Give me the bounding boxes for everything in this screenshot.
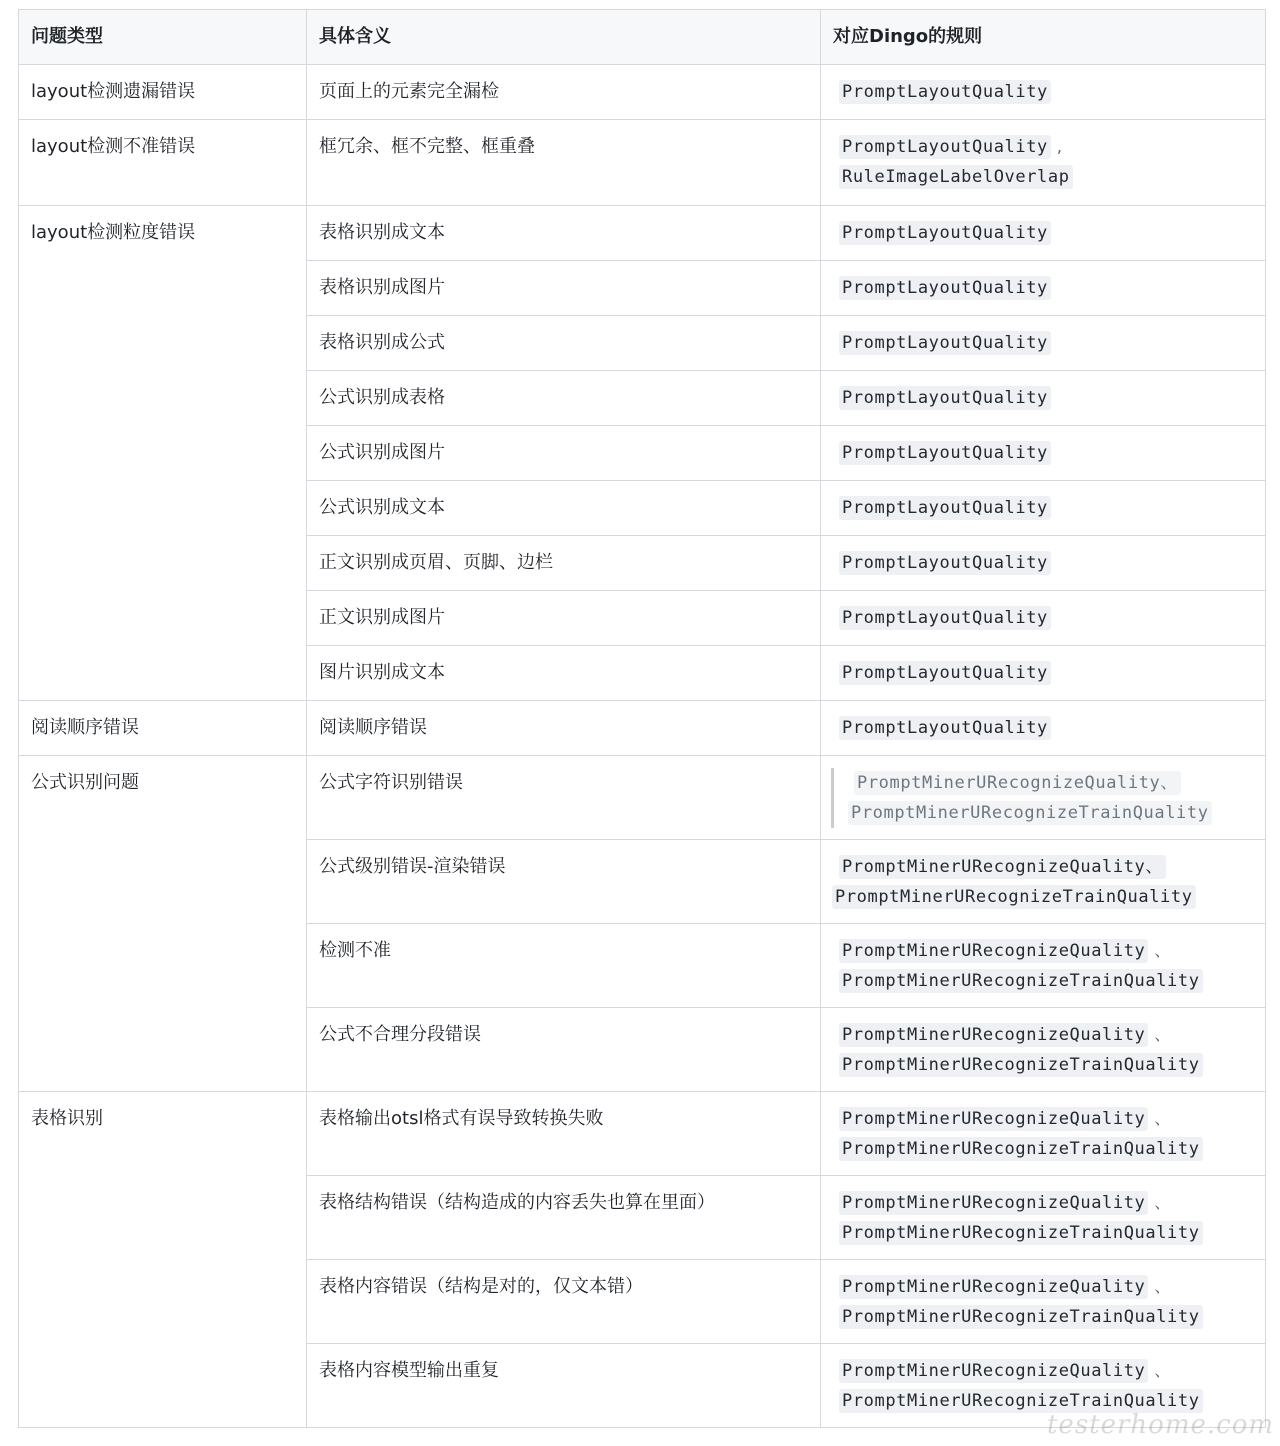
- rule-line: [833, 1104, 1253, 1134]
- cell-meaning: 表格识别成图片: [307, 261, 821, 316]
- rule-line: [833, 1050, 1253, 1080]
- cell-meaning: 表格输出otsl格式有误导致转换失败: [307, 1092, 821, 1176]
- table-row: [19, 1092, 1266, 1176]
- rule-line: [833, 218, 1253, 248]
- rule-line: [833, 713, 1253, 743]
- rule-line: [833, 1302, 1253, 1332]
- cell-dingo-rules: [821, 701, 1266, 756]
- cell-meaning: 表格内容模型输出重复: [307, 1344, 821, 1428]
- rule-code: PromptLayoutQuality: [839, 496, 1051, 520]
- rule-code: PromptMinerURecognizeTrainQuality: [839, 1137, 1203, 1161]
- rule-line: [833, 1386, 1253, 1416]
- cell-meaning: 阅读顺序错误: [307, 701, 821, 756]
- cell-dingo-rules: [821, 316, 1266, 371]
- rule-line: [833, 77, 1253, 107]
- cell-dingo-rules: [821, 536, 1266, 591]
- cell-dingo-rules: [821, 840, 1266, 924]
- cell-meaning: 检测不准: [307, 924, 821, 1008]
- rule-quote: [831, 768, 1253, 828]
- rule-line: [833, 548, 1253, 578]
- rule-line: [833, 383, 1253, 413]
- cell-dingo-rules: [821, 756, 1266, 840]
- rule-line: [833, 852, 1253, 882]
- rule-code: PromptMinerURecognizeQuality: [839, 939, 1148, 963]
- rule-code: PromptMinerURecognizeQuality: [839, 1359, 1148, 1383]
- rule-code: PromptMinerURecognizeTrainQuality: [832, 885, 1196, 909]
- rule-line: [833, 162, 1253, 192]
- rule-code: PromptMinerURecognizeTrainQuality: [839, 1053, 1203, 1077]
- rule-line: [833, 328, 1253, 358]
- rule-line: [848, 768, 1253, 798]
- cell-meaning: 公式字符识别错误: [307, 756, 821, 840]
- cell-meaning: 公式识别成文本: [307, 481, 821, 536]
- table-row: [19, 701, 1266, 756]
- rule-code: PromptLayoutQuality: [839, 276, 1051, 300]
- rule-code: PromptMinerURecognizeTrainQuality: [839, 1389, 1203, 1413]
- header-meaning: 具体含义: [307, 10, 821, 65]
- rule-line: [833, 966, 1253, 996]
- cell-meaning: 框冗余、框不完整、框重叠: [307, 120, 821, 206]
- rule-code: PromptMinerURecognizeTrainQuality: [848, 801, 1212, 825]
- rule-line: [833, 936, 1253, 966]
- rule-code: PromptMinerURecognizeQuality、: [854, 771, 1181, 795]
- rule-code: PromptMinerURecognizeTrainQuality: [839, 1305, 1203, 1329]
- rule-code: PromptLayoutQuality: [839, 386, 1051, 410]
- rules-table: [18, 9, 1266, 1428]
- cell-dingo-rules: [821, 120, 1266, 206]
- cell-meaning: 表格结构错误（结构造成的内容丢失也算在里面）: [307, 1176, 821, 1260]
- table-header-row: [19, 10, 1266, 65]
- header-issue-type: 问题类型: [19, 10, 307, 65]
- rule-line: [832, 882, 1253, 912]
- table-body: [19, 65, 1266, 1428]
- cell-issue-type: layout检测粒度错误: [19, 206, 307, 701]
- cell-dingo-rules: [821, 1176, 1266, 1260]
- cell-dingo-rules: [821, 261, 1266, 316]
- rule-code: PromptMinerURecognizeQuality: [839, 1275, 1148, 1299]
- rule-line: [833, 1218, 1253, 1248]
- rule-separator: 、: [1154, 1193, 1171, 1212]
- rule-line: [833, 603, 1253, 633]
- cell-dingo-rules: [821, 924, 1266, 1008]
- rule-line: [833, 438, 1253, 468]
- rule-code: PromptLayoutQuality: [839, 135, 1051, 159]
- cell-dingo-rules: [821, 426, 1266, 481]
- rule-line: [833, 132, 1253, 162]
- rule-line: [833, 1188, 1253, 1218]
- rule-separator: 、: [1154, 941, 1171, 960]
- rule-code: PromptMinerURecognizeQuality: [839, 1107, 1148, 1131]
- cell-dingo-rules: [821, 1260, 1266, 1344]
- cell-issue-type: layout检测遗漏错误: [19, 65, 307, 120]
- rule-line: [833, 1020, 1253, 1050]
- rule-code: PromptMinerURecognizeQuality: [839, 1023, 1148, 1047]
- cell-dingo-rules: [821, 1008, 1266, 1092]
- cell-meaning: 页面上的元素完全漏检: [307, 65, 821, 120]
- rule-code: PromptLayoutQuality: [839, 441, 1051, 465]
- rule-code: PromptLayoutQuality: [839, 80, 1051, 104]
- rule-line: [833, 1356, 1253, 1386]
- cell-dingo-rules: [821, 646, 1266, 701]
- rule-separator: 、: [1154, 1109, 1171, 1128]
- table-row: [19, 65, 1266, 120]
- cell-meaning: 表格识别成公式: [307, 316, 821, 371]
- table-row: [19, 206, 1266, 261]
- rule-code: PromptLayoutQuality: [839, 221, 1051, 245]
- cell-meaning: 公式级别错误-渲染错误: [307, 840, 821, 924]
- rule-code: PromptLayoutQuality: [839, 551, 1051, 575]
- rule-line: [833, 273, 1253, 303]
- rule-line: [833, 1272, 1253, 1302]
- cell-issue-type: 表格识别: [19, 1092, 307, 1428]
- rule-code: PromptLayoutQuality: [839, 606, 1051, 630]
- rule-code: PromptLayoutQuality: [839, 716, 1051, 740]
- header-dingo-rules: 对应Dingo的规则: [821, 10, 1266, 65]
- rule-code: RuleImageLabelOverlap: [839, 165, 1073, 189]
- cell-issue-type: layout检测不准错误: [19, 120, 307, 206]
- cell-meaning: 公式识别成图片: [307, 426, 821, 481]
- table-row: [19, 120, 1266, 206]
- rule-line: [833, 493, 1253, 523]
- cell-issue-type: 公式识别问题: [19, 756, 307, 1092]
- watermark: testerhome.com: [1046, 1410, 1274, 1440]
- rule-code: PromptMinerURecognizeQuality、: [839, 855, 1166, 879]
- cell-dingo-rules: [821, 591, 1266, 646]
- cell-issue-type: 阅读顺序错误: [19, 701, 307, 756]
- rule-code: PromptMinerURecognizeTrainQuality: [839, 969, 1203, 993]
- cell-meaning: 正文识别成图片: [307, 591, 821, 646]
- cell-dingo-rules: [821, 371, 1266, 426]
- rule-separator: 、: [1154, 1025, 1171, 1044]
- rule-code: PromptLayoutQuality: [839, 331, 1051, 355]
- cell-dingo-rules: [821, 65, 1266, 120]
- cell-dingo-rules: [821, 206, 1266, 261]
- rule-separator: ,: [1056, 137, 1062, 156]
- rule-code: PromptMinerURecognizeTrainQuality: [839, 1221, 1203, 1245]
- rule-line: [848, 798, 1253, 828]
- cell-meaning: 正文识别成页眉、页脚、边栏: [307, 536, 821, 591]
- rule-line: [833, 1134, 1253, 1164]
- cell-meaning: 公式不合理分段错误: [307, 1008, 821, 1092]
- rule-code: PromptMinerURecognizeQuality: [839, 1191, 1148, 1215]
- cell-dingo-rules: [821, 1344, 1266, 1428]
- cell-meaning: 表格识别成文本: [307, 206, 821, 261]
- rule-line: [833, 658, 1253, 688]
- rule-separator: 、: [1154, 1361, 1171, 1380]
- cell-meaning: 表格内容错误（结构是对的，仅文本错）: [307, 1260, 821, 1344]
- table-row: [19, 756, 1266, 840]
- rule-code: PromptLayoutQuality: [839, 661, 1051, 685]
- cell-dingo-rules: [821, 481, 1266, 536]
- cell-dingo-rules: [821, 1092, 1266, 1176]
- cell-meaning: 图片识别成文本: [307, 646, 821, 701]
- cell-meaning: 公式识别成表格: [307, 371, 821, 426]
- rule-separator: 、: [1154, 1277, 1171, 1296]
